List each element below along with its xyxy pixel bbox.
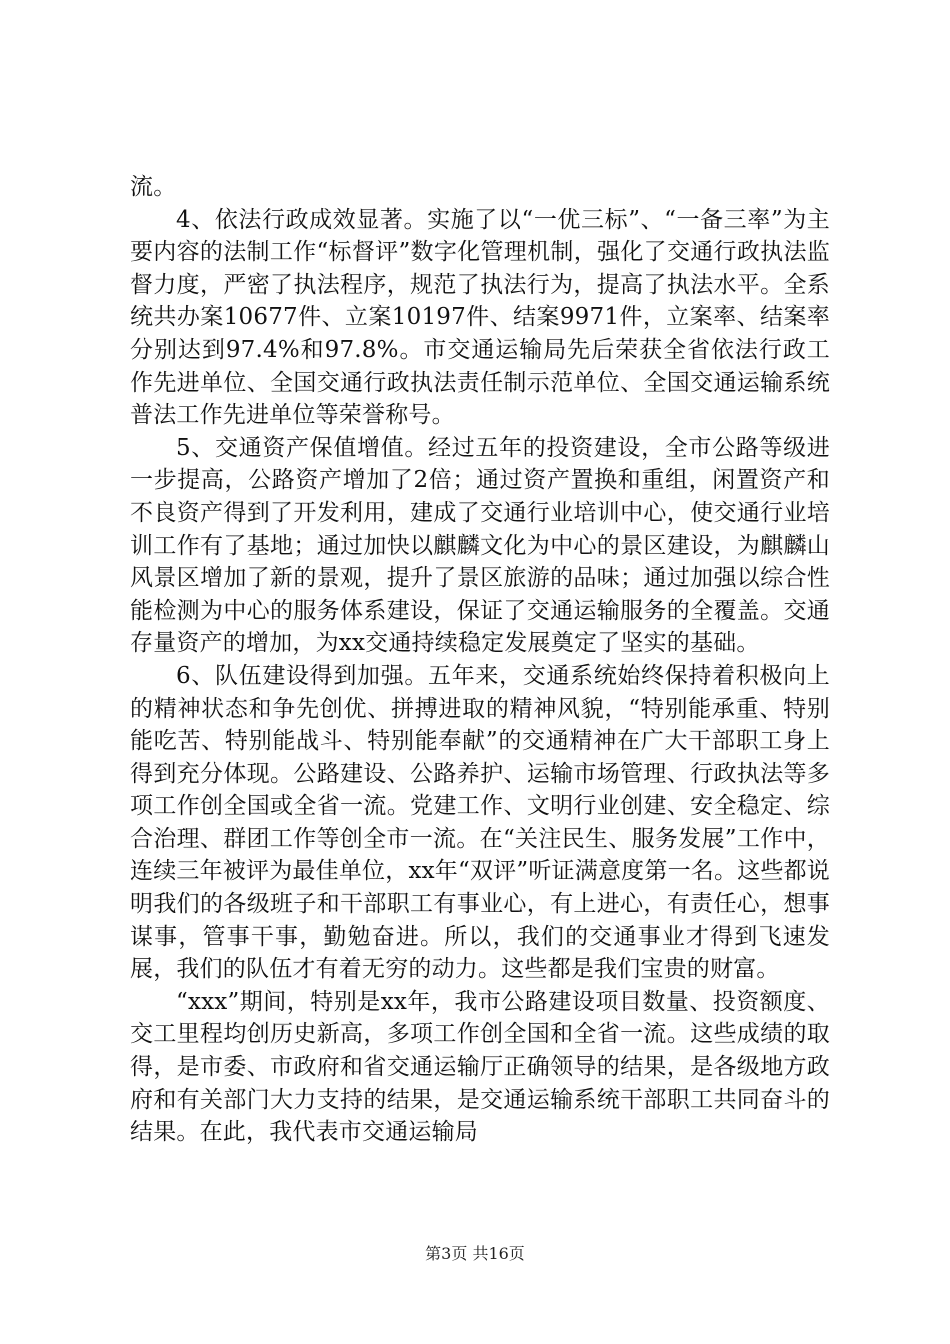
document-body (130, 171, 830, 1149)
paragraph-continuation: 流。 (130, 174, 177, 200)
paragraph-item-5: 5、交通资产保值增值。经过五年的投资建设，全市公路等级进一步提高，公路资产增加了2倍；通过资产置换和重组，闲置资产和不良资产得到了开发利用，建成了交通行业培训中心，使交通行业培训工作有了基地；通过加快以麒麟文化为中心的景区建设，为麒麟山风景区增加了新的景观，提升了景区旅游的品味；通过加强以综合性能检测为中心的服务体系建设，保证了交通运输服务的全覆盖。交通存量资产的增加，为xx交通持续稳定发展奠定了坚实的基础。 (130, 434, 830, 657)
page-number-footer: 第3页 共16页 (425, 1244, 525, 1263)
paragraph-summary: “xxx”期间，特别是xx年，我市公路建设项目数量、投资额度、交工里程均创历史新高，多项工作创全国和全省一流。这些成绩的取得，是市委、市政府和省交通运输厅正确领导的结果，是各级地方政府和有关部门大力支持的结果，是交通运输系统干部职工共同奋斗的结果。在此，我代表市交通运输局 (130, 988, 830, 1146)
paragraph-item-4: 4、依法行政成效显著。实施了以“一优三标”、“一备三率”为主要内容的法制工作“标督评”数字化管理机制，强化了交通行政执法监督力度，严密了执法程序，规范了执法行为，提高了执法水平。全系统共办案10677件、立案10197件、结案9971件，立案率、结案率分别达到97.4%和97.8%。市交通运输局先后荣获全省依法行政工作先进单位、全国交通行政执法责任制示范单位、全国交通运输系统普法工作先进单位等荣誉称号。 (130, 206, 830, 429)
paragraph-item-6: 6、队伍建设得到加强。五年来，交通系统始终保持着积极向上的精神状态和争先创优、拼搏进取的精神风貌，“特别能承重、特别能吃苦、特别能战斗、特别能奉献”的交通精神在广大干部职工身上得到充分体现。公路建设、公路养护、运输市场管理、行政执法等多项工作创全国或全省一流。党建工作、文明行业创建、安全稳定、综合治理、群团工作等创全市一流。在“关注民生、服务发展”工作中，连续三年被评为最佳单位，xx年“双评”听证满意度第一名。这些都说明我们的各级班子和干部职工有事业心，有上进心，有责任心，想事谋事，管事干事，勤勉奋进。所以，我们的交通事业才得到飞速发展，我们的队伍才有着无穷的动力。这些都是我们宝贵的财富。 (130, 662, 830, 983)
